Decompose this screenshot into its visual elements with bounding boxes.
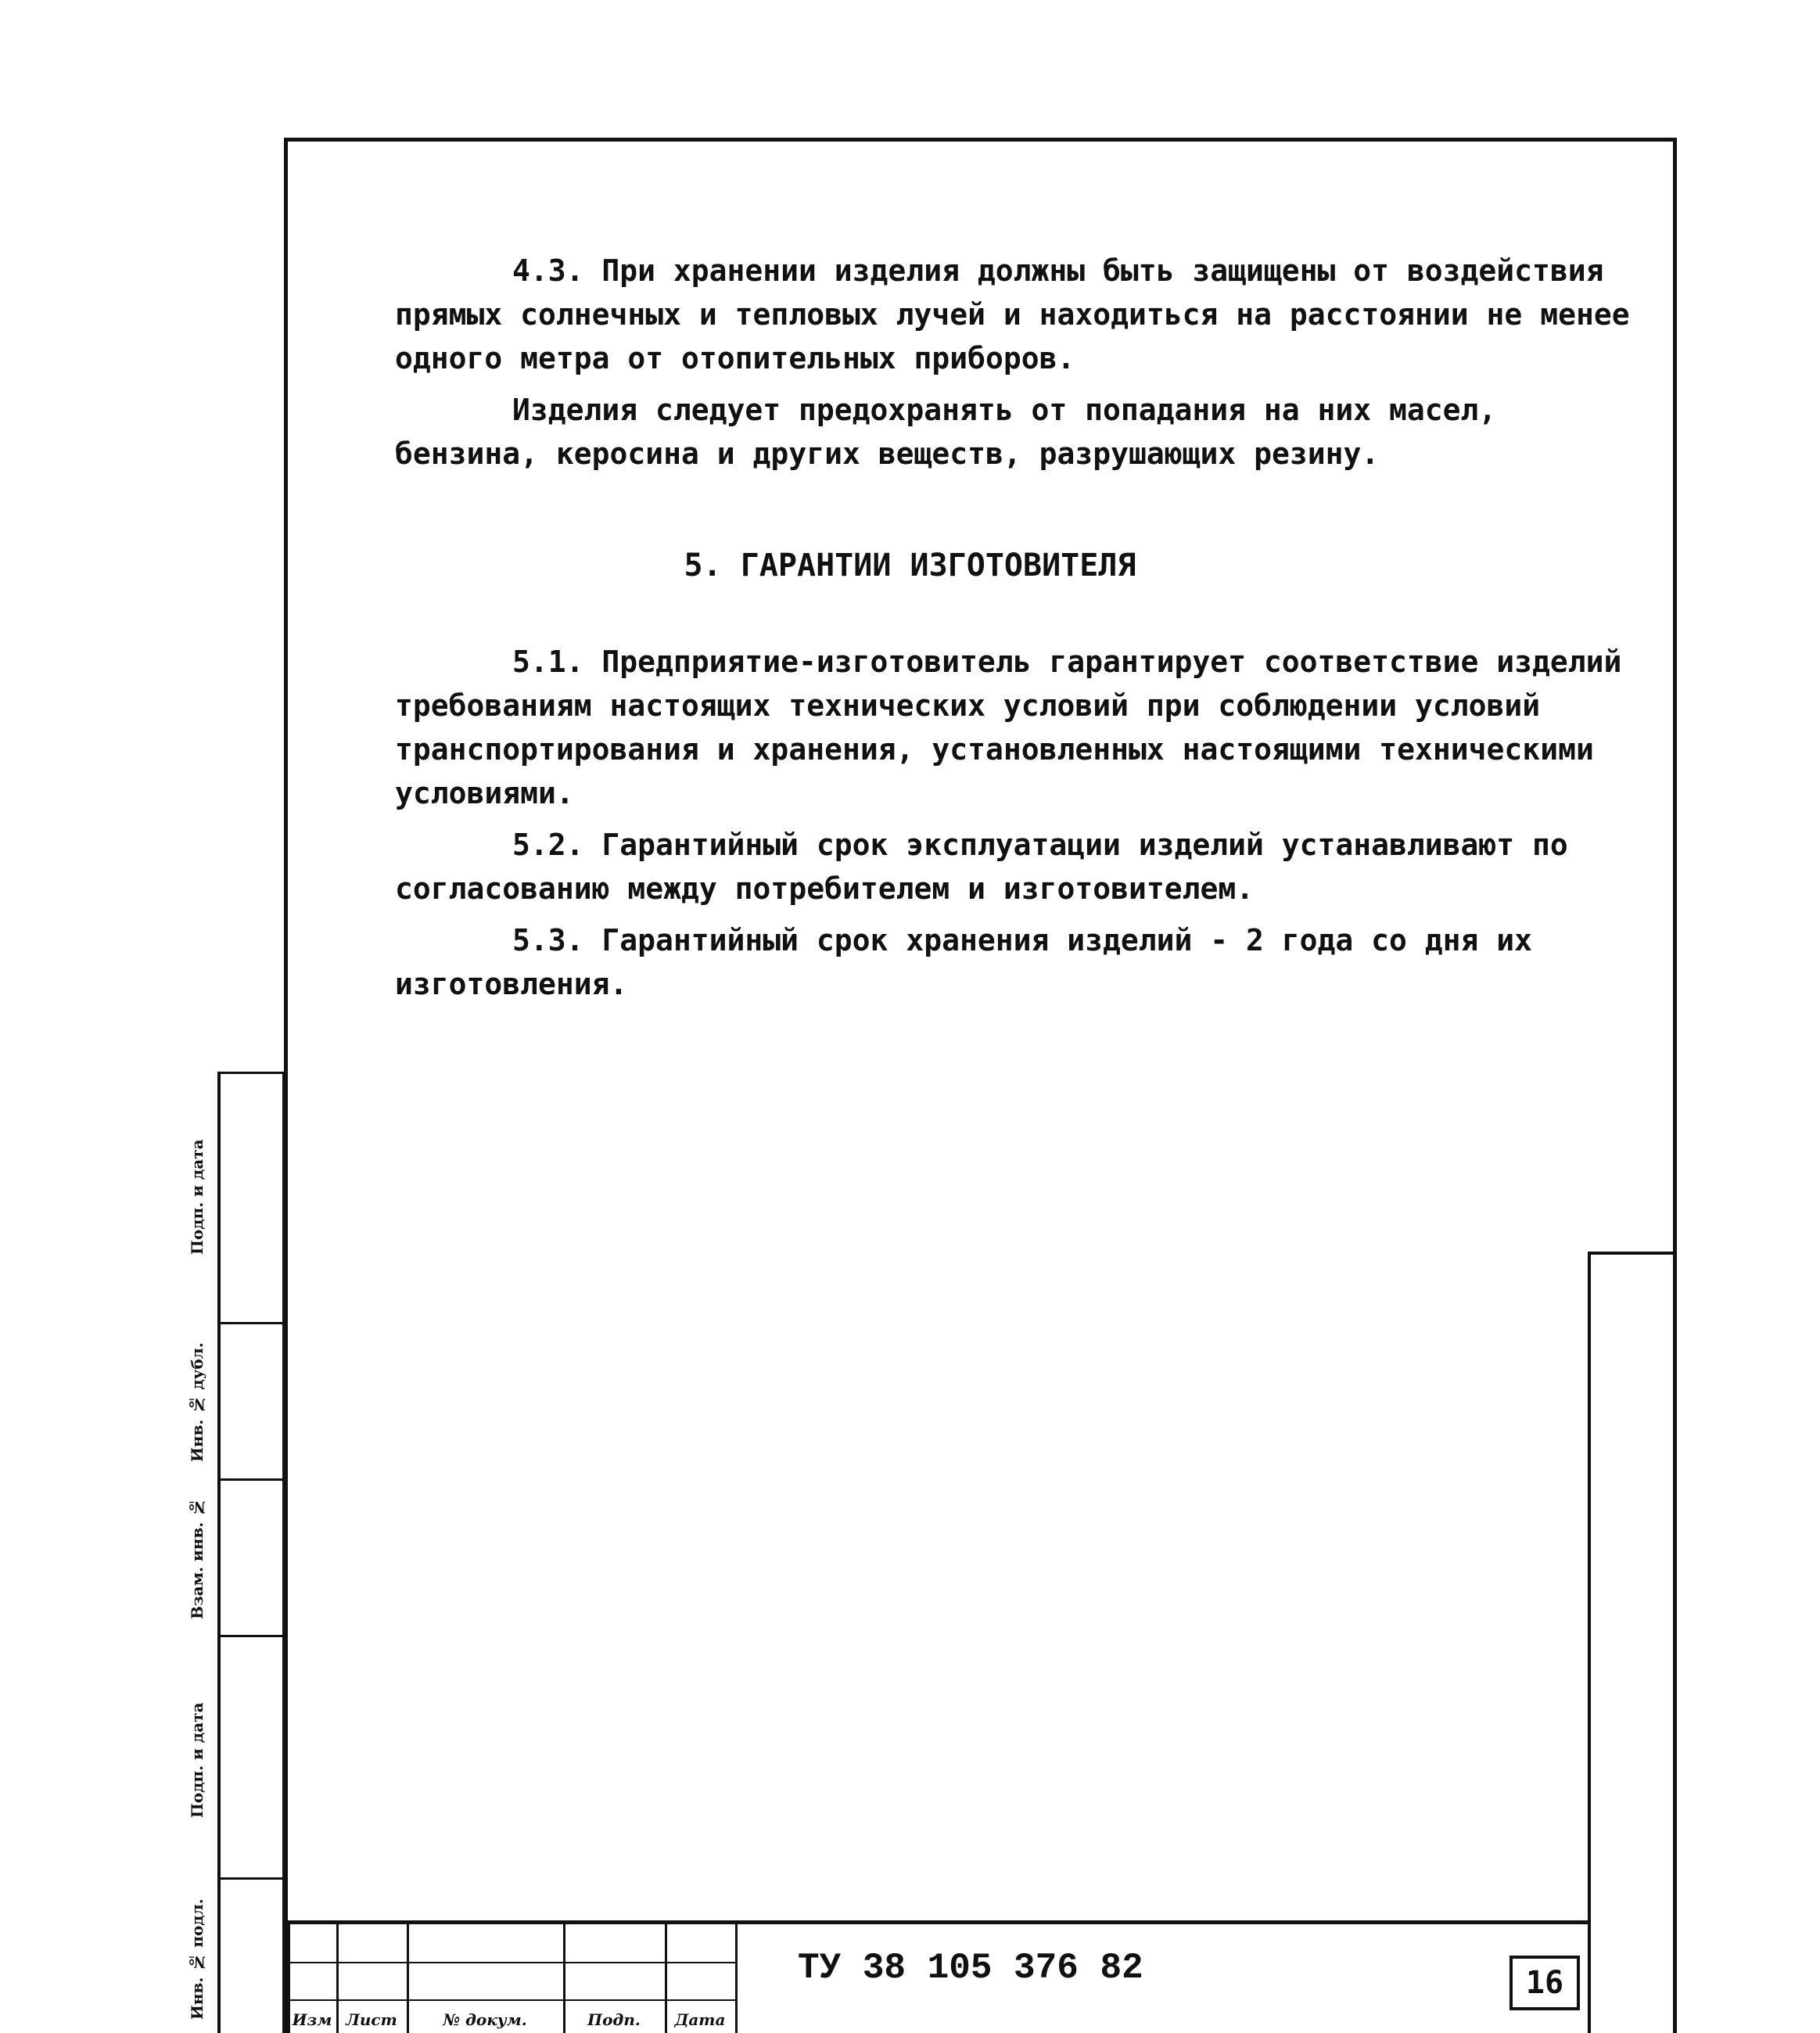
section-5-body xyxy=(395,640,1631,1006)
paragraph-5-3: 5.3. Гарантийный срок хранения изделий - 2 года со дня их изготовления. xyxy=(395,923,1533,1001)
section-5-title: 5. ГАРАНТИИ ИЗГОТОВИТЕЛЯ xyxy=(684,548,1136,584)
strip-label-sign-date-1: Подп. и дата xyxy=(188,1139,206,1255)
strip-label-dup-inv: Инв. № дубл. xyxy=(188,1342,206,1462)
strip-label-replace-inv: Взам. инв. № xyxy=(188,1497,206,1620)
paragraph-4-3: 4.3. При хранении изделия должны быть защищены от воздействия прямых солнечных и тепловых лучей и находиться на расстоянии не менее одного метра от отопительных приборов. xyxy=(395,253,1630,375)
section-4-body xyxy=(395,249,1631,476)
sheet-number: 16 xyxy=(1509,1956,1580,2010)
paragraph-5-2: 5.2. Гарантийный срок эксплуатации изделий устанавливают по согласованию между потребителем и изготовителем. xyxy=(395,828,1568,906)
strip-label-sign-date-2: Подп. и дата xyxy=(188,1702,206,1818)
margin-binding-strip xyxy=(186,1072,285,2033)
paragraph-5-1: 5.1. Предприятие-изготовитель гарантирует соответствие изделий требованиям настоящих технических условий при соблюдении условий транспортирования и хранения, установленных настоящими техническими условиями. xyxy=(395,645,1622,810)
col-label-sheet: Лист xyxy=(346,2010,397,2029)
document-code: ТУ 38 105 376 82 xyxy=(798,1948,1143,1988)
strip-outer-line xyxy=(282,1072,285,2033)
col-label-change: Изм xyxy=(292,2010,332,2029)
col-label-date: Дата xyxy=(674,2010,726,2029)
col-label-doc-number: № докум. xyxy=(443,2010,527,2029)
paragraph-4-3-oils: Изделия следует предохранять от попадания на них масел, бензина, керосина и других веществ, разрушающих резину. xyxy=(395,393,1497,471)
strip-label-orig-inv: Инв. № подл. xyxy=(188,1898,206,2020)
strip-inner-line xyxy=(217,1072,221,2033)
sheet-number-column xyxy=(1588,1252,1677,2033)
col-label-signature: Подп. xyxy=(587,2010,641,2029)
